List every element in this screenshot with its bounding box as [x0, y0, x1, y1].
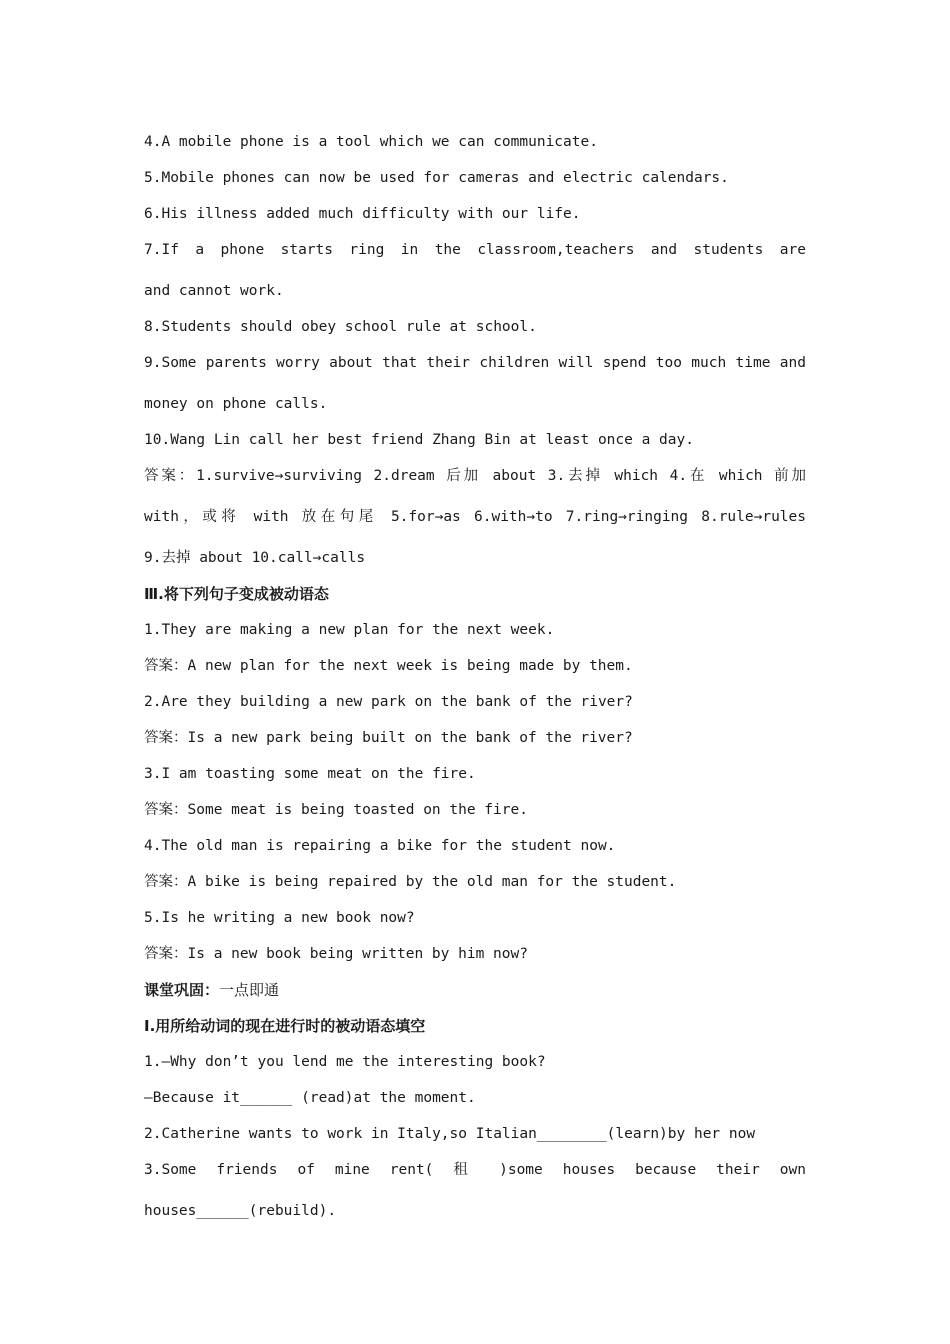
section-3-question-5: 5.Is he writing a new book now? — [144, 910, 415, 926]
section-3-answer-3: 答案：Some meat is being toasted on the fire. — [144, 802, 528, 818]
fill-question-2: 2.Catherine wants to work in Italy,so Italian________(learn)by her now — [144, 1126, 756, 1142]
document-page — [144, 124, 806, 1229]
consolidation-label: 课堂巩固： — [144, 981, 220, 999]
answer-line-2: with，或将 with 放在句尾 5.for→as 6.with→to 7.ring→ringing 8.rule→rules — [144, 509, 806, 525]
exercise-item-5: 5.Mobile phones can now be used for cameras and electric calendars. — [144, 170, 729, 186]
answer-line-3: 9.去掉 about 10.call→calls — [144, 550, 366, 566]
section-3-question-2: 2.Are they building a new park on the bank of the river? — [144, 694, 633, 710]
section-3-question-4: 4.The old man is repairing a bike for the student now. — [144, 838, 616, 854]
exercise-item-7: 7.If a phone starts ring in the classroom,teachers and students are — [144, 242, 806, 258]
exercise-item-4: 4.A mobile phone is a tool which we can communicate. — [144, 134, 598, 150]
section-3-answer-1: 答案：A new plan for the next week is being made by them. — [144, 658, 633, 674]
exercise-item-9-cont: money on phone calls. — [144, 396, 328, 412]
section-3-question-3: 3.I am toasting some meat on the fire. — [144, 766, 476, 782]
answer-line-1: 答案：1.survive→surviving 2.dream 后加 about 3.去掉 which 4.在 which 前加 — [144, 468, 806, 484]
fill-question-1-reply: —Because it______ (read)at the moment. — [144, 1090, 476, 1106]
section-3-heading: Ⅲ.将下列句子变成被动语态 — [144, 585, 329, 603]
exercise-item-8: 8.Students should obey school rule at school. — [144, 319, 537, 335]
consolidation-heading — [144, 972, 806, 1008]
fill-question-3-cont: houses______(rebuild). — [144, 1203, 337, 1219]
exercise-item-7-cont: and cannot work. — [144, 283, 284, 299]
section-3-answer-5: 答案：Is a new book being written by him now? — [144, 946, 528, 962]
section-3-question-1: 1.They are making a new plan for the next week. — [144, 622, 555, 638]
section-1-heading: Ⅰ.用所给动词的现在进行时的被动语态填空 — [144, 1017, 426, 1035]
fill-question-3: 3.Some friends of mine rent( 租 )some houses because their own — [144, 1162, 806, 1178]
section-3-answer-2: 答案：Is a new park being built on the bank of the river? — [144, 730, 633, 746]
exercise-item-10: 10.Wang Lin call her best friend Zhang Bin at least once a day. — [144, 432, 694, 448]
section-3-answer-4: 答案：A bike is being repaired by the old man for the student. — [144, 874, 677, 890]
consolidation-sublabel: 一点即通 — [219, 981, 280, 999]
exercise-item-9: 9.Some parents worry about that their children will spend too much time and — [144, 355, 806, 371]
fill-question-1: 1.—Why don’t you lend me the interesting book? — [144, 1054, 546, 1070]
exercise-item-6: 6.His illness added much difficulty with our life. — [144, 206, 581, 222]
